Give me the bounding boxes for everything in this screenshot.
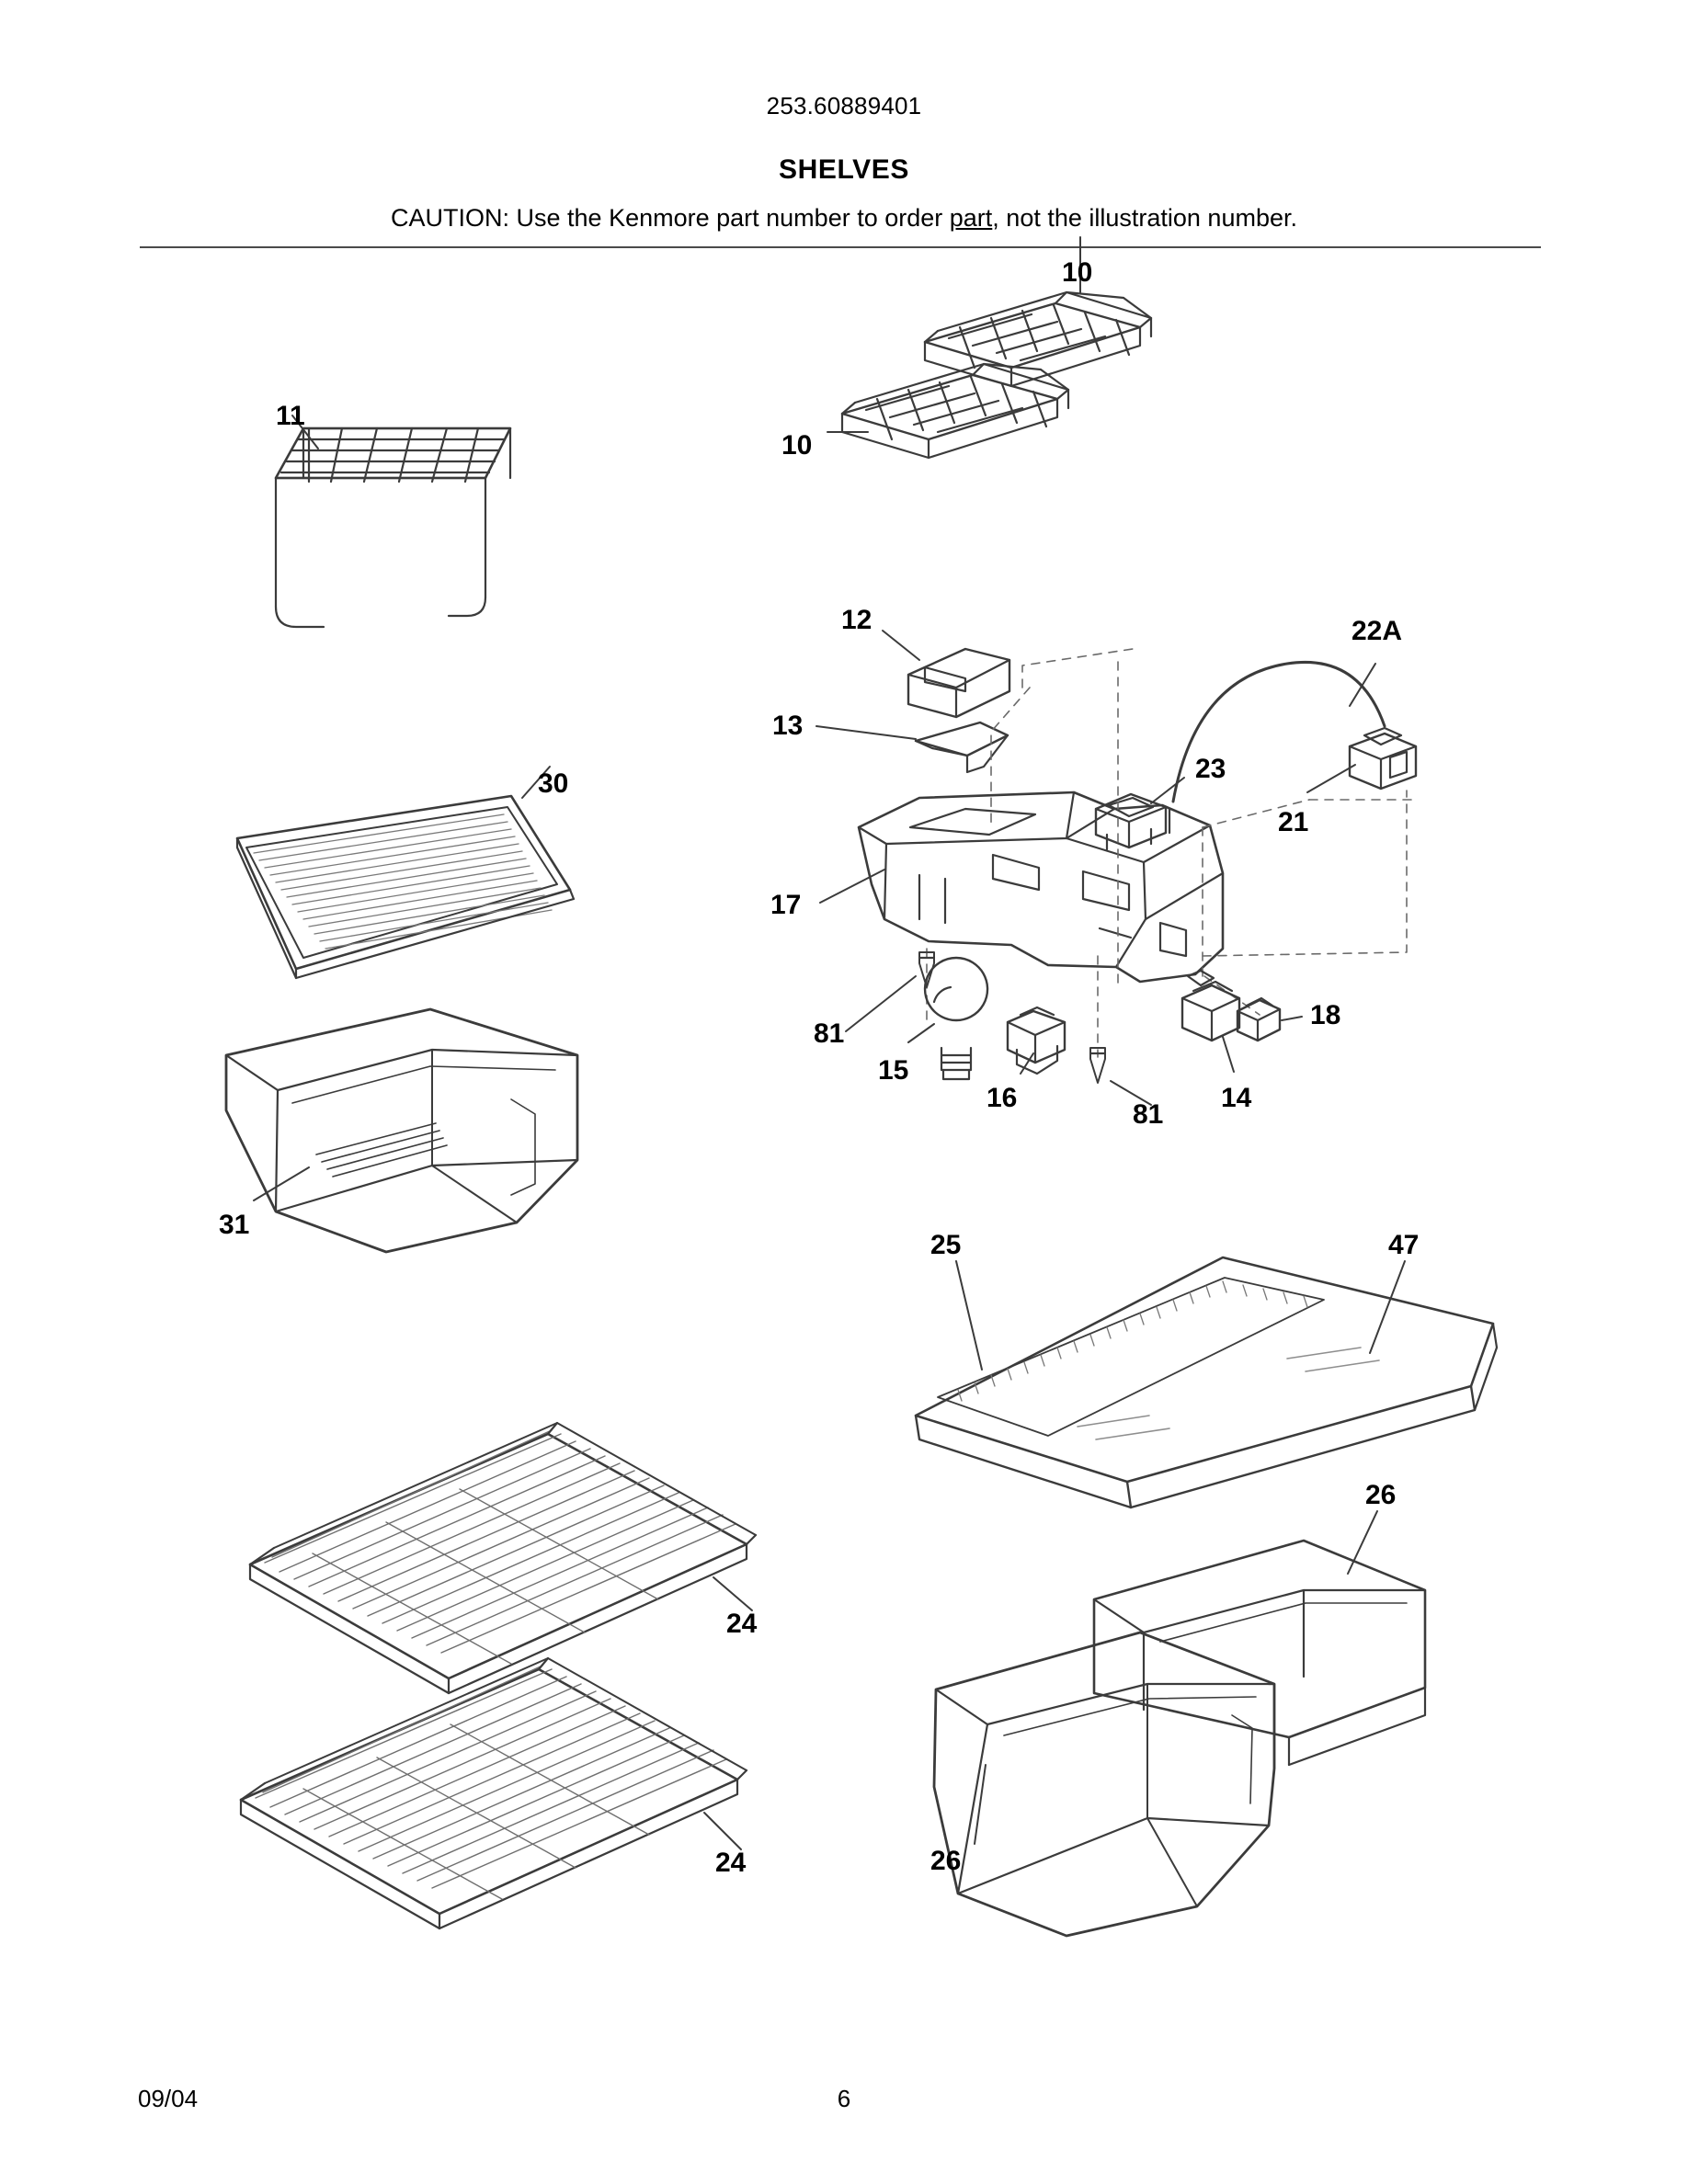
callout-13: 13 xyxy=(772,711,804,741)
part-screw-upper xyxy=(846,952,934,1031)
callout-31: 31 xyxy=(219,1210,250,1240)
part-crisper-drawer-rear xyxy=(1094,1511,1425,1765)
callout-25: 25 xyxy=(930,1230,962,1260)
caution-prefix: CAUTION: Use the Kenmore part number to order xyxy=(391,204,950,232)
callout-14: 14 xyxy=(1221,1083,1252,1113)
part-damper-control xyxy=(1096,778,1184,849)
callout-81-upper: 81 xyxy=(814,1018,845,1049)
part-air-deflector-clip xyxy=(816,722,1008,772)
part-crisper-cover-insert xyxy=(237,767,574,978)
footer-page-number: 6 xyxy=(837,2085,851,2112)
callout-26-rear: 26 xyxy=(1365,1480,1397,1510)
part-wire-grid-shelf-upper xyxy=(250,1423,756,1693)
callout-10-lower: 10 xyxy=(781,430,813,461)
part-crisper-pan xyxy=(226,1009,577,1252)
callout-23: 23 xyxy=(1195,754,1226,784)
callout-21: 21 xyxy=(1278,807,1309,837)
callout-11: 11 xyxy=(276,401,305,431)
part-lamp-socket xyxy=(1008,1007,1065,1074)
caution-underlined-word: part xyxy=(949,204,993,232)
part-knob xyxy=(1237,998,1302,1041)
part-screw-lower xyxy=(1090,1048,1151,1105)
part-ice-cube-tray-upper xyxy=(925,237,1151,386)
callout-24-upper: 24 xyxy=(726,1609,758,1639)
callout-22a: 22A xyxy=(1352,616,1403,646)
callout-47: 47 xyxy=(1388,1230,1420,1260)
callout-30: 30 xyxy=(538,768,569,799)
part-thermostat-control xyxy=(1307,728,1416,792)
callout-18: 18 xyxy=(1310,1000,1341,1030)
part-light-shield-cover xyxy=(883,631,1009,717)
part-wire-shelf xyxy=(276,415,510,627)
callout-17: 17 xyxy=(770,890,802,920)
part-light-switch xyxy=(1182,971,1239,1072)
part-ice-cube-tray-lower xyxy=(827,364,1068,458)
page-title: SHELVES xyxy=(778,154,909,185)
callout-10-upper: 10 xyxy=(1062,257,1093,288)
part-light-bulb xyxy=(908,958,987,1079)
callout-26-front: 26 xyxy=(930,1846,962,1876)
callout-12: 12 xyxy=(841,605,873,635)
callout-24-lower: 24 xyxy=(715,1848,747,1878)
callout-15: 15 xyxy=(878,1055,909,1086)
caution-suffix: , not the illustration number. xyxy=(992,204,1297,232)
callout-81-lower: 81 xyxy=(1133,1099,1164,1130)
part-control-housing xyxy=(820,792,1223,982)
model-number: 253.60889401 xyxy=(766,92,922,119)
part-crisper-drawer-front xyxy=(934,1632,1274,1936)
part-glass-shelf xyxy=(916,1257,1497,1510)
part-wire-grid-shelf-lower xyxy=(241,1658,747,1928)
footer-date: 09/04 xyxy=(138,2085,199,2112)
callout-16: 16 xyxy=(987,1083,1018,1113)
